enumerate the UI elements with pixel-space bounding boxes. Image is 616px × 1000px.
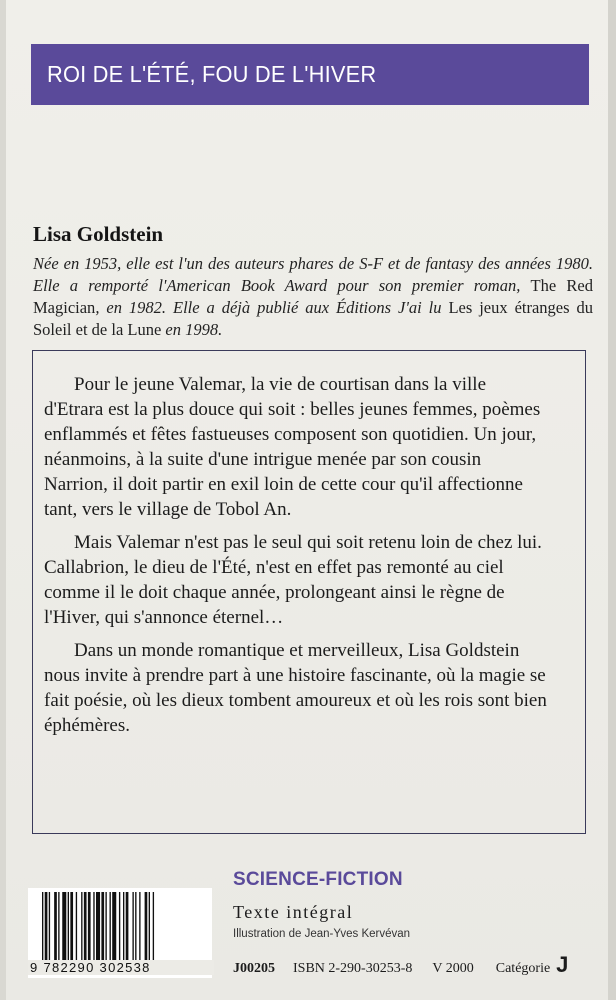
barcode-bar	[84, 892, 87, 962]
author-bio-segment: Née en 1953, elle est l'un des auteurs phares de S-F et de fantasy des années 1980. Elle a remporté l'American Book Award pour son premier roman,	[33, 254, 593, 295]
barcode-bar	[62, 892, 66, 962]
barcode-bar	[68, 892, 69, 962]
reference-code: J00205	[233, 961, 275, 976]
barcode-bar	[58, 892, 59, 962]
title-banner	[31, 44, 589, 105]
author-bio-segment: Les jeux étranges du Soleil et de la Lune	[33, 298, 593, 339]
barcode-bar	[135, 892, 136, 962]
synopsis-paragraph: Pour le jeune Valemar, la vie de courtisan dans la ville d'Etrara est la plus douce qui soit : belles jeunes femmes, poèmes enflammés et fêtes fastueuses composent son quotidien. Un jour, néanmoins, à la suite d'une intrigue menée par son cousin Narrion, il doit partir en exil loin de cette cour qu'il affectionne tant, vers le village de Tobol An.	[44, 374, 541, 520]
edition-note: Texte intégral	[233, 902, 354, 922]
author-bio-segment: The Red Magician	[33, 276, 593, 317]
author-name: Lisa Goldstein	[33, 222, 164, 246]
barcode-bar	[70, 892, 73, 962]
synopsis-text	[44, 372, 549, 746]
barcode-bar	[105, 892, 106, 962]
barcode-digits: 9 782290 302538	[28, 960, 214, 975]
isbn: ISBN 2-290-30253-8	[293, 961, 413, 976]
barcode-bar	[76, 892, 77, 962]
synopsis-paragraph: Mais Valemar n'est pas le seul qui soit retenu loin de chez lui. Callabrion, le dieu de l'Été, n'est en effet pas remonté au ciel comme il le doit chaque année, prolongeant ainsi le règne de l'Hiver, qui s'annonce éternel…	[44, 532, 542, 628]
version-code: V 2000	[432, 961, 474, 976]
book-title: ROI DE L'ÉTÉ, FOU DE L'HIVER	[47, 61, 377, 87]
barcode-bar	[54, 892, 57, 962]
barcode-bar	[93, 892, 94, 962]
barcode-bar	[88, 892, 91, 962]
category-letter: J	[556, 952, 569, 977]
illustration-credit: Illustration de Jean-Yves Kervévan	[233, 928, 411, 940]
barcode-bar	[123, 892, 124, 962]
barcode-bar	[126, 892, 129, 962]
barcode-bar	[149, 892, 150, 962]
barcode-bar	[139, 892, 140, 962]
barcode-bar	[119, 892, 120, 962]
category-label: Catégorie	[495, 961, 551, 976]
barcode-bar	[110, 892, 111, 962]
barcode-bar	[49, 892, 50, 962]
author-bio	[33, 253, 593, 341]
genre-label: SCIENCE-FICTION	[233, 869, 403, 890]
barcode-bar	[145, 892, 148, 962]
barcode-bar	[132, 892, 133, 962]
barcode-bar	[112, 892, 116, 962]
author-bio-segment: , en 1982. Elle a déjà publié aux Éditions J'ai lu	[95, 298, 449, 317]
publication-codes	[233, 952, 595, 978]
author-bio-segment: en 1998.	[161, 320, 223, 339]
barcode-bar	[81, 892, 82, 962]
synopsis-paragraph: Dans un monde romantique et merveilleux, Lisa Goldstein nous invite à prendre part à une histoire fascinante, où la magie se fait poésie, où les dieux tombent amoureux et où les rois sont bien éphémères.	[44, 640, 547, 736]
